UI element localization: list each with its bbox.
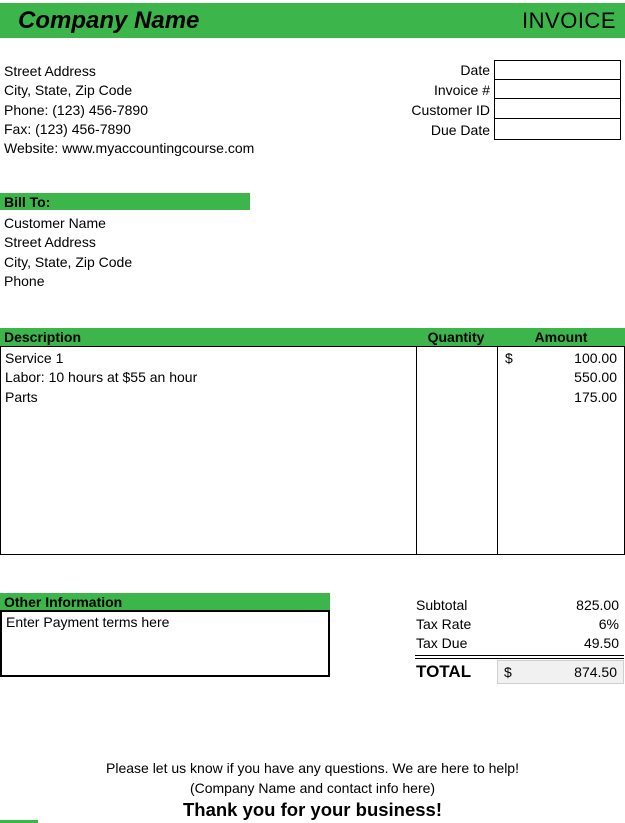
items-table-header xyxy=(0,328,625,346)
bill-to-lines xyxy=(0,214,250,291)
company-fax: Fax: (123) 456-7890 xyxy=(4,120,131,137)
company-city-state-zip: City, State, Zip Code xyxy=(4,82,133,99)
subtotal-row xyxy=(415,595,624,614)
amount-column xyxy=(498,347,624,554)
subtotal-value: 825.00 xyxy=(576,596,619,613)
date-input-box[interactable] xyxy=(495,61,620,79)
item-description-cell: Parts xyxy=(5,388,38,405)
bill-to-section xyxy=(0,193,250,291)
invoice-meta-fields xyxy=(372,60,621,140)
company-website: Website: www.myaccountingcourse.com xyxy=(4,140,255,157)
footer-contact-line: (Company Name and contact info here) xyxy=(189,779,436,796)
tax-rate-label: Tax Rate xyxy=(416,615,472,632)
description-column xyxy=(1,347,417,554)
footer xyxy=(0,759,625,821)
amount-column-header: Amount xyxy=(534,329,588,345)
grand-total-currency-symbol: $ xyxy=(504,663,512,680)
footer-questions-line: Please let us know if you have any questions. We are here to help! xyxy=(106,760,519,776)
invoice-title: INVOICE xyxy=(522,7,616,33)
currency-symbol: $ xyxy=(505,350,513,366)
grand-total-value: 874.50 xyxy=(574,663,617,680)
item-amount-value: 175.00 xyxy=(574,388,617,405)
tax-rate-row xyxy=(415,614,624,633)
tax-due-row xyxy=(415,634,624,653)
company-phone: Phone: (123) 456-7890 xyxy=(4,101,148,118)
bill-to-header: Bill To: xyxy=(0,193,250,210)
tax-rate-value: 6% xyxy=(598,615,619,632)
bill-to-street-address: Street Address xyxy=(4,234,96,251)
bill-to-city-state-zip: City, State, Zip Code xyxy=(4,253,133,270)
other-information-header: Other Information xyxy=(0,593,330,610)
customer-id-label: Customer ID xyxy=(411,101,490,118)
meta-boxes xyxy=(494,60,621,140)
quantity-column[interactable] xyxy=(417,347,498,554)
company-street-address: Street Address xyxy=(4,63,96,79)
totals-divider xyxy=(415,655,624,659)
item-amount-cell xyxy=(498,349,624,368)
subtotal-label: Subtotal xyxy=(416,596,468,613)
item-description-cell: Service 1 xyxy=(5,350,64,366)
tax-due-label: Tax Due xyxy=(416,635,468,652)
invoice-number-input-box[interactable] xyxy=(495,79,620,98)
invoice-number-label: Invoice # xyxy=(433,81,490,98)
totals-section xyxy=(415,595,624,684)
meta-labels xyxy=(372,60,494,140)
grand-total-label: TOTAL xyxy=(416,661,472,681)
quantity-column-header: Quantity xyxy=(427,329,485,345)
grand-total-row xyxy=(415,660,624,684)
item-amount-value: 550.00 xyxy=(574,369,617,386)
item-amount-value: 100.00 xyxy=(574,350,617,366)
item-amount-cell xyxy=(498,388,624,407)
footer-thank-you-line: Thank you for your business! xyxy=(182,799,443,820)
due-date-label: Due Date xyxy=(430,121,490,138)
item-description-cell: Labor: 10 hours at $55 an hour xyxy=(5,369,198,386)
bill-to-phone: Phone xyxy=(4,272,45,289)
due-date-input-box[interactable] xyxy=(495,118,620,137)
items-table xyxy=(0,328,625,555)
item-amount-cell xyxy=(498,368,624,387)
payment-terms-box[interactable]: Enter Payment terms here xyxy=(0,610,330,677)
customer-id-input-box[interactable] xyxy=(495,98,620,117)
items-table-body xyxy=(0,346,625,555)
grand-total-cell xyxy=(497,660,624,684)
header-bar xyxy=(0,3,625,38)
date-label: Date xyxy=(460,61,490,78)
tax-due-value: 49.50 xyxy=(583,635,619,652)
company-name: Company Name xyxy=(18,6,200,34)
description-column-header: Description xyxy=(4,329,82,345)
bill-to-customer-name: Customer Name xyxy=(4,215,106,231)
company-info-block xyxy=(4,62,254,158)
other-information-section xyxy=(0,593,330,677)
